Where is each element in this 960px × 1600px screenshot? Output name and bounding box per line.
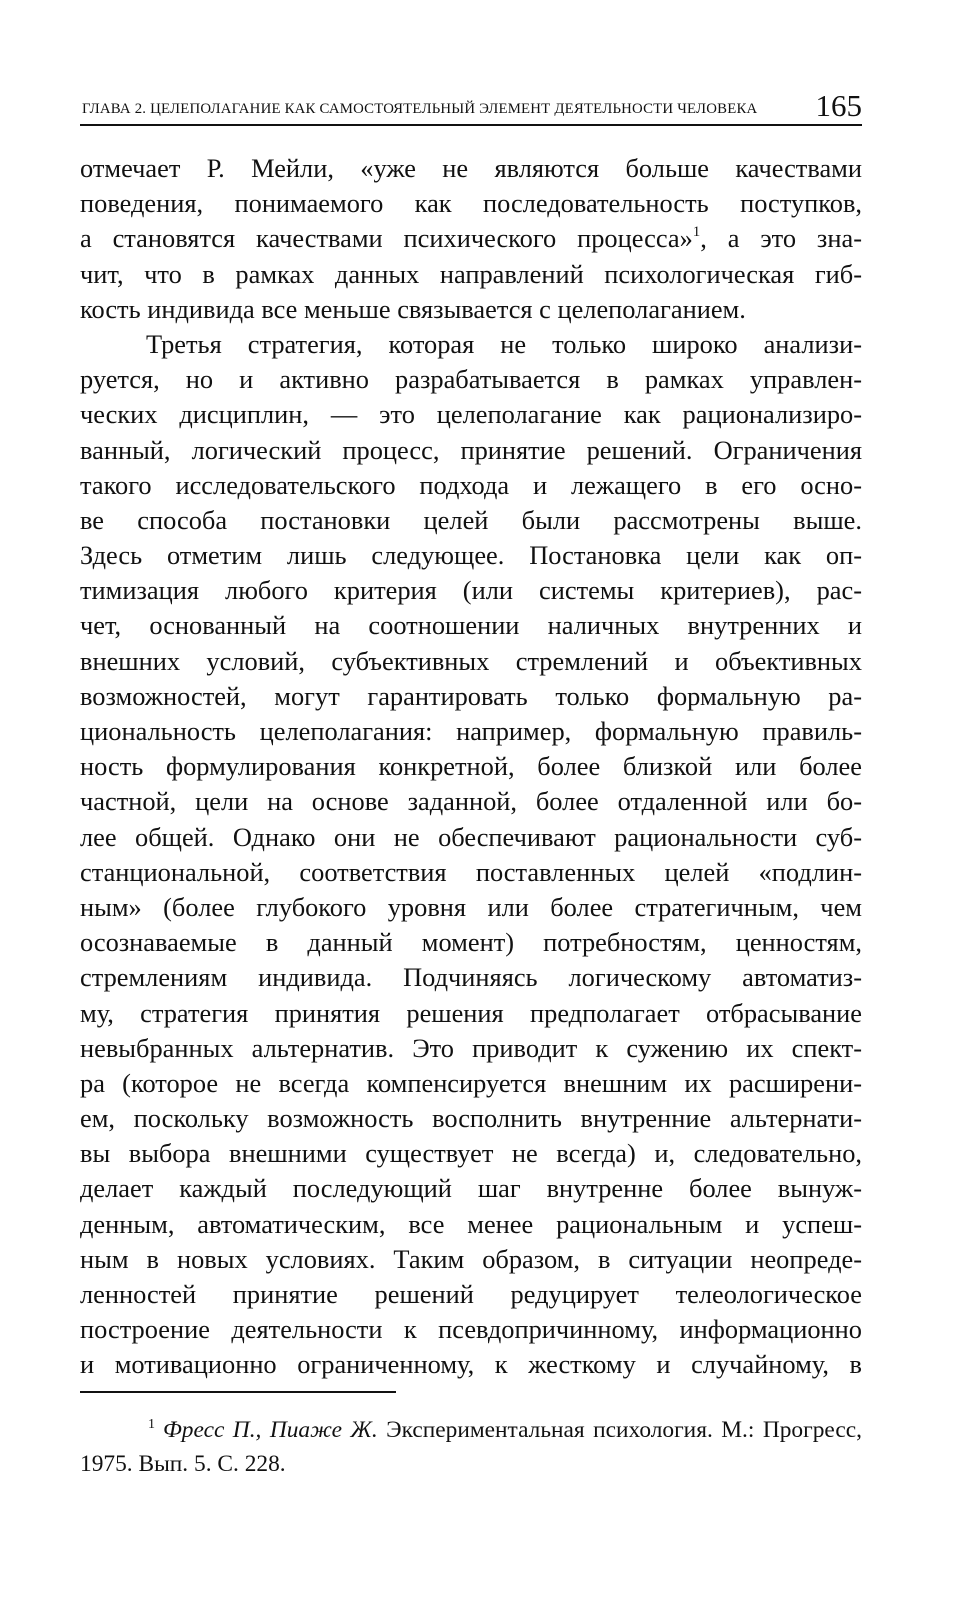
chapter-title: ГЛАВА 2. ЦЕЛЕПОЛАГАНИЕ КАК САМОСТОЯТЕЛЬНЫЙ ЭЛЕМЕНТ ДЕЯТЕЛЬНОСТИ ЧЕЛОВЕКА	[82, 101, 758, 117]
main-text	[80, 151, 862, 1383]
text-line-part: , а это зна-	[700, 223, 862, 254]
running-header	[80, 84, 862, 126]
text-line: возможностей, могут гарантировать только формальную ра-	[80, 680, 862, 711]
text-line: ность формулирования конкретной, более близкой или более	[80, 751, 862, 782]
footnote-citation: Экспериментальная психология. М.: Прогресс,	[377, 1417, 862, 1443]
text-line: ческих дисциплин, — это целеполагание как рационализиро-	[80, 399, 862, 430]
paragraph-first-line: Третья стратегия, которая не только широко анализи-	[146, 328, 862, 359]
text-line: внешних условий, субъективных стремлений и объективных	[80, 645, 862, 676]
text-line: ем, поскольку возможность восполнить внутренние альтернати-	[80, 1103, 862, 1134]
text-line: ным в новых условиях. Таким образом, в ситуации неопреде-	[80, 1243, 862, 1274]
footnote-continuation: 1975. Вып. 5. С. 228.	[80, 1451, 286, 1477]
text-line: делает каждый последующий шаг внутренне более вынуж-	[80, 1173, 862, 1204]
text-line: построение деятельности к псевдопричинному, информационно	[80, 1314, 862, 1345]
footnote-reference: 1	[692, 224, 701, 241]
text-line: тимизация любого критерия (или системы критериев), рас-	[80, 575, 862, 606]
text-line: руется, но и активно разрабатывается в рамках управлен-	[80, 364, 862, 395]
text-line: циональность целеполагания: например, формальную правиль-	[80, 716, 862, 746]
text-line: отмечает Р. Мейли, «уже не являются больше качествами	[80, 153, 862, 183]
text-line: ным» (более глубокого уровня или более стратегичным, чем	[80, 891, 862, 922]
text-line: чет, основанный на соотношении наличных внутренних и	[80, 610, 862, 641]
text-line: станциональной, соответствия поставленных целей «подлин-	[80, 856, 862, 887]
footnote	[80, 1413, 862, 1481]
text-line: такого исследовательского подхода и лежащего в его осно-	[80, 469, 862, 500]
text-line: и мотивационно ограниченному, к жесткому и случайному, в	[80, 1349, 862, 1380]
text-line: кость индивида все меньше связывается с целеполаганием.	[80, 293, 746, 324]
text-line: поведения, понимаемого как последовательность поступков,	[80, 188, 862, 219]
footnote-separator	[80, 1391, 396, 1393]
text-line: стремлениям индивида. Подчиняясь логическому автоматиз-	[80, 962, 862, 993]
text-line: чит, что в рамках данных направлений психологическая гиб-	[80, 258, 862, 289]
text-line: му, стратегия принятия решения предполагает отбрасывание	[80, 997, 862, 1028]
text-line: лее общей. Однако они не обеспечивают рациональности суб-	[80, 821, 862, 852]
text-line: Здесь отметим лишь следующее. Постановка цели как оп-	[80, 540, 862, 571]
text-line: осознаваемые в данный момент) потребностям, ценностям,	[80, 927, 862, 958]
text-line: ленностей принятие решений редуцирует телеологическое	[80, 1279, 862, 1309]
footnote-authors: Фресс П., Пиаже Ж.	[163, 1417, 378, 1443]
footnote-marker: 1	[148, 1417, 155, 1432]
footnote-first-line	[80, 1413, 862, 1447]
text-line: невыбранных альтернатив. Это приводит к сужению их спект-	[80, 1032, 862, 1063]
text-line: вы выбора внешними существует не всегда) и, следовательно,	[80, 1138, 862, 1169]
page-number: 165	[815, 88, 862, 123]
text-line: частной, цели на основе заданной, более отдаленной или бо-	[80, 786, 862, 817]
text-line: денным, автоматическим, все менее рациональным и успеш-	[80, 1208, 862, 1239]
text-line-with-footnote-ref	[80, 221, 862, 256]
text-line: ра (которое не всегда компенсируется внешним их расширени-	[80, 1067, 862, 1098]
text-line-part: а становятся качествами психического процесса»	[80, 223, 693, 254]
text-line: ве способа постановки целей были рассмотрены выше.	[80, 504, 862, 535]
text-line: ванный, логический процесс, принятие решений. Ограничения	[80, 434, 862, 465]
